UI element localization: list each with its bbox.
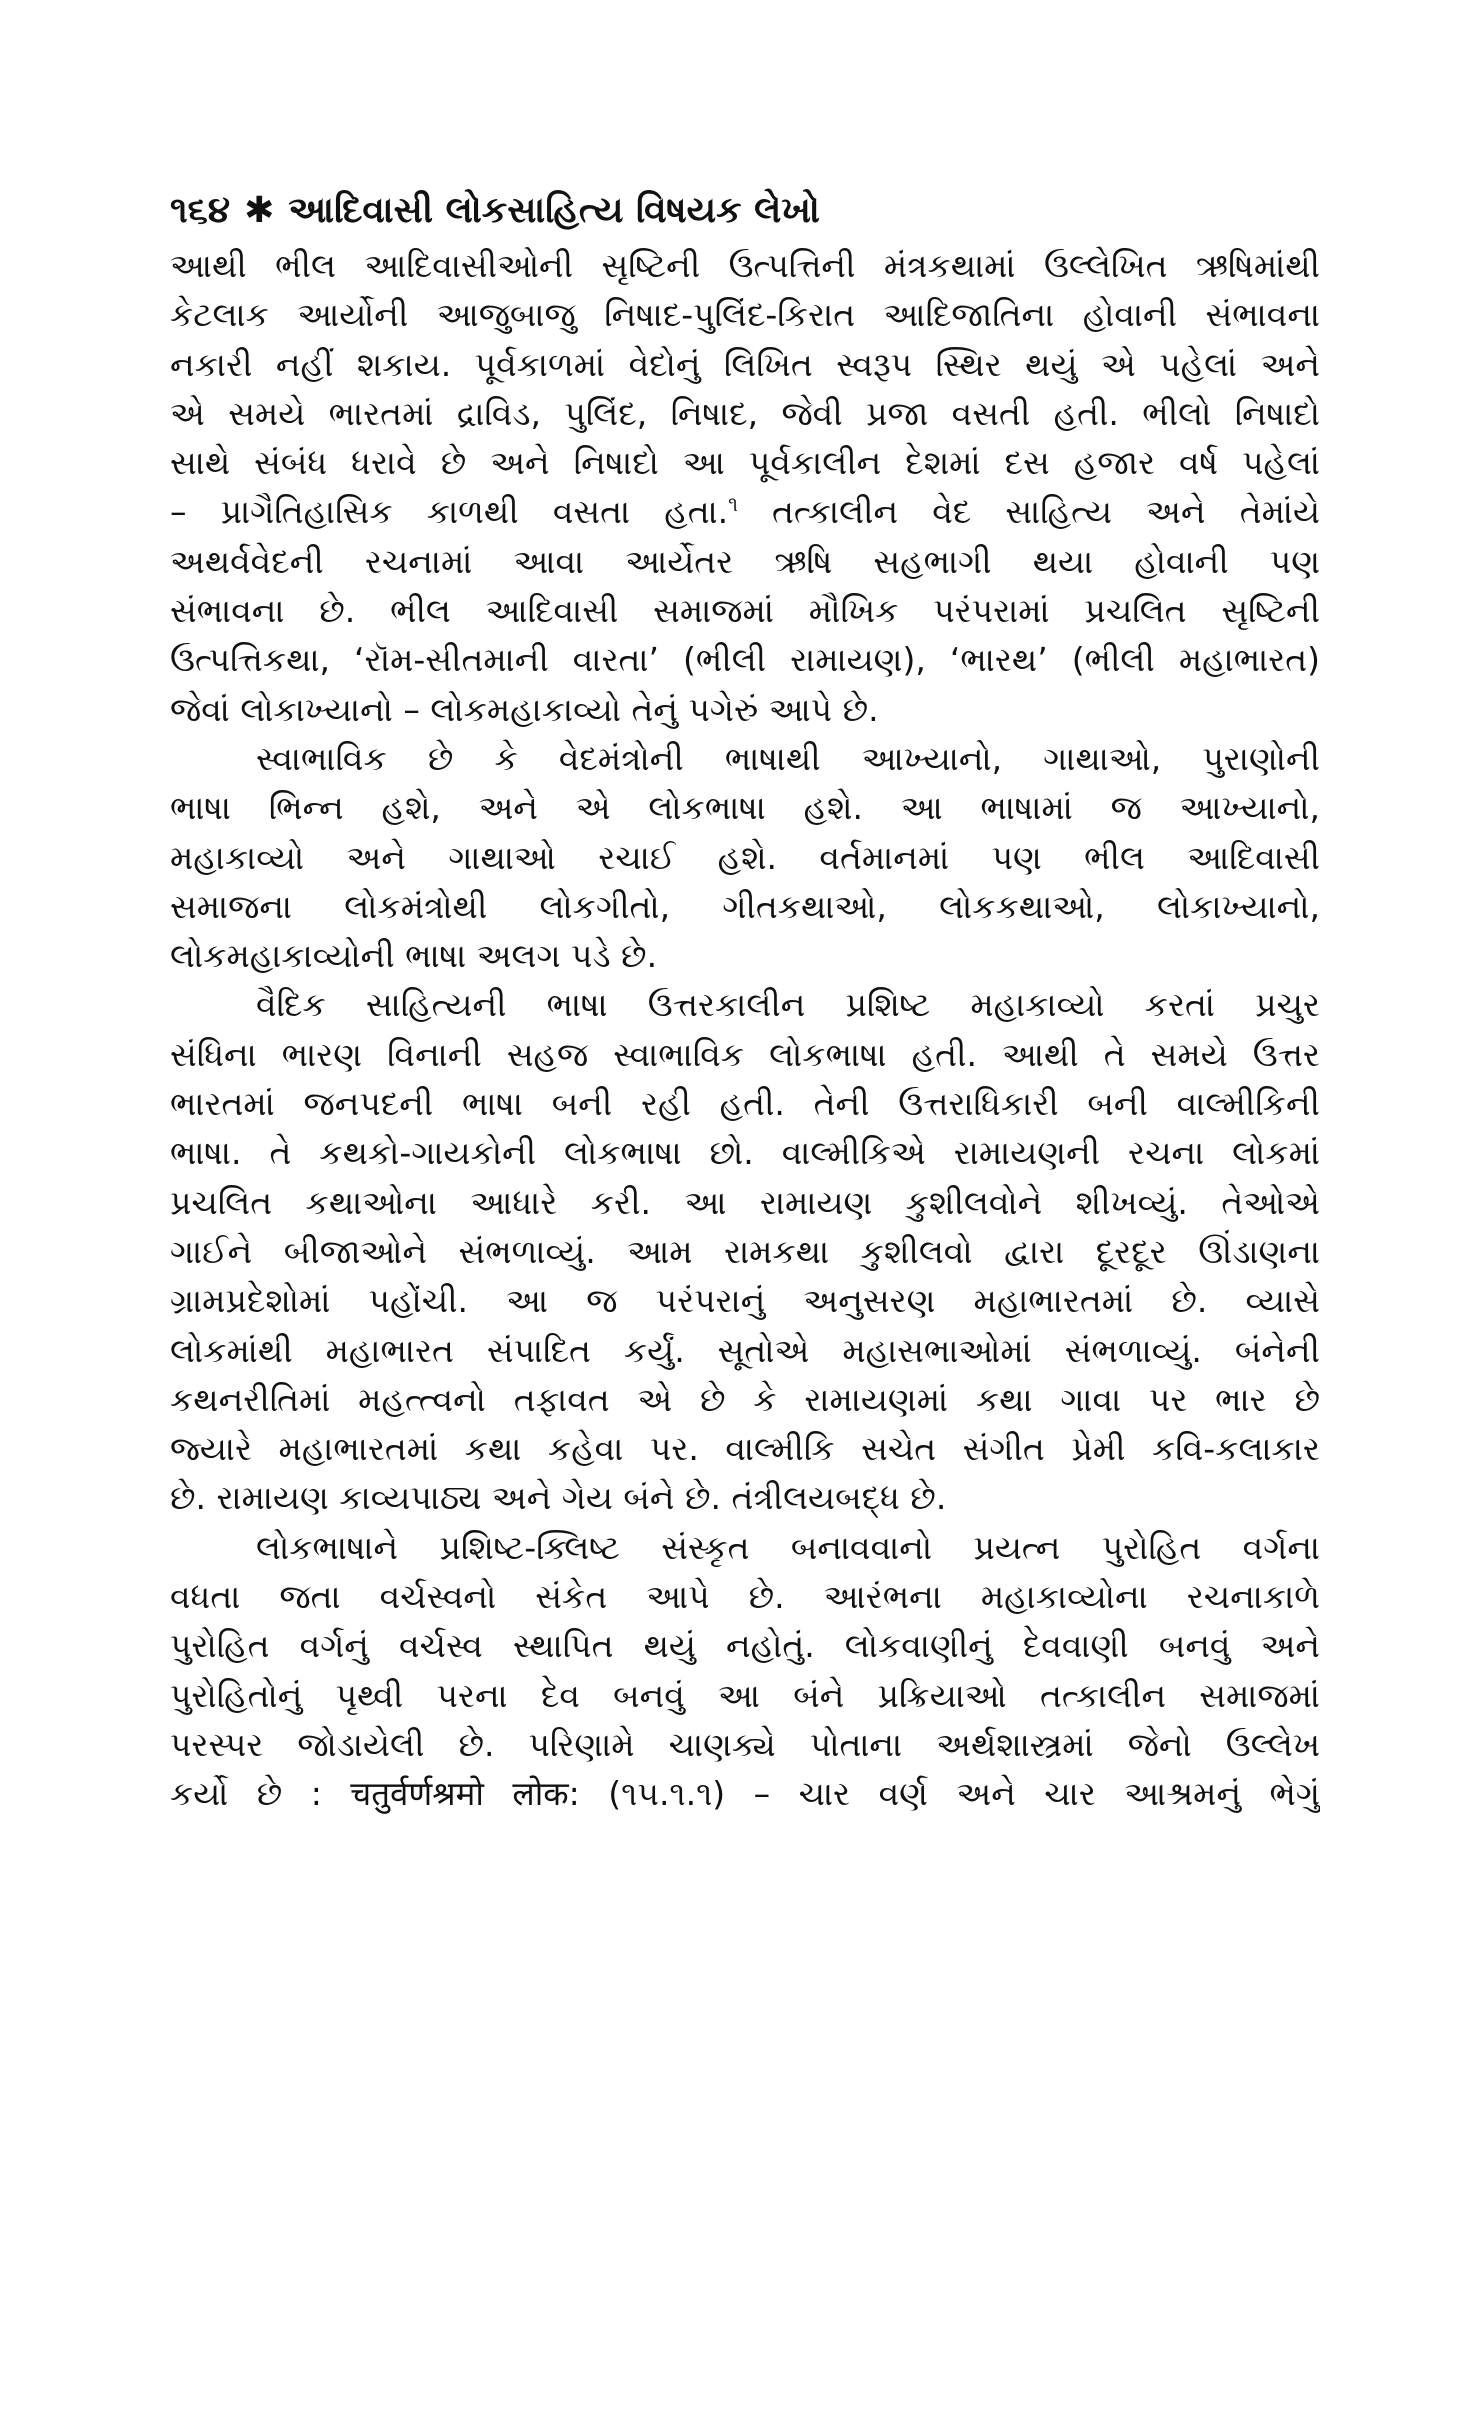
text-line: સમાજના લોકમંત્રોથી લોકગીતો, ગીતકથાઓ, લોકકથાઓ, લોકાખ્યાનો, bbox=[170, 886, 1320, 926]
text-line: અથર્વવેદની રચનામાં આવા આર્યેતર ઋષિ સહભાગી થયા હોવાની પણ bbox=[170, 541, 1320, 581]
text-line: લોકમહાકાવ્યોની ભાષા અલગ પડે છે. bbox=[170, 936, 658, 976]
text-line: પ્રચલિત કથાઓના આધારે કરી. આ રામાયણ કુશીલવોને શીખવ્યું. તેઓએ bbox=[170, 1182, 1320, 1222]
text-line: ભાષા ભિન્ન હશે, અને એ લોકભાષા હશે. આ ભાષામાં જ આખ્યાનો, bbox=[170, 788, 1320, 828]
paragraph-first-line: લોકભાષાને પ્રશિષ્ટ-ક્લિષ્ટ સંસ્કૃત બનાવવાનો પ્રયત્ન પુરોહિત વર્ગના bbox=[256, 1527, 1320, 1567]
text-line: લોકમાંથી મહાભારત સંપાદિત કર્યું. સૂતોએ મહાસભાઓમાં સંભળાવ્યું. બંનેની bbox=[170, 1330, 1320, 1370]
text-line: મહાકાવ્યો અને ગાથાઓ રચાઈ હશે. વર્તમાનમાં પણ ભીલ આદિવાસી bbox=[170, 837, 1320, 877]
paragraph-first-line: વૈદિક સાહિત્યની ભાષા ઉત્તરકાલીન પ્રશિષ્ટ મહાકાવ્યો કરતાં પ્રચુર bbox=[256, 985, 1320, 1025]
text-line: ભાષા. તે કથકો-ગાયકોની લોકભાષા છો. વાલ્મીકિએ રામાયણની રચના લોકમાં bbox=[170, 1133, 1320, 1173]
running-header bbox=[170, 185, 1320, 237]
text-segment: – પ્રાગૈતિહાસિક કાળથી વસતા હતા. bbox=[170, 492, 729, 532]
text-line: કેટલાક આર્યોની આજુબાજુ નિષાદ-પુલિંદ-કિરાત આદિજાતિના હોવાની સંભાવના bbox=[170, 295, 1320, 335]
text-line: સાથે સંબંધ ધરાવે છે અને નિષાદો આ પૂર્વકાલીન દેશમાં દસ હજાર વર્ષ પહેલાં bbox=[170, 443, 1320, 483]
text-line: કર્યો છે : चतुर्वर्णश्रमो लोक: (૧૫.૧.૧) – ચાર વર્ણ અને ચાર આશ્રમનું ભેગું bbox=[170, 1774, 1320, 1814]
text-line: જ્યારે મહાભારતમાં કથા કહેવા પર. વાલ્મીકિ સચેત સંગીત પ્રેમી કવિ-કલાકાર bbox=[170, 1429, 1320, 1469]
page-number: ૧૬૪ bbox=[170, 190, 231, 231]
text-segment: તત્કાલીન વેદ સાહિત્ય અને તેમાંયે bbox=[737, 492, 1320, 532]
text-line: ગાઈને બીજાઓને સંભળાવ્યું. આમ રામકથા કુશીલવો દ્વારા દૂરદૂર ઊંડાણના bbox=[170, 1231, 1320, 1271]
text-line-with-footnote bbox=[170, 487, 1320, 536]
text-line: ઉત્પત્તિકથા, ‘રૉમ-સીતમાની વારતા’ (ભીલી રામાયણ), ‘ભારથ’ (ભીલી મહાભારત) bbox=[170, 640, 1320, 680]
text-line: સંભાવના છે. ભીલ આદિવાસી સમાજમાં મૌખિક પરંપરામાં પ્રચલિત સૃષ્ટિની bbox=[170, 591, 1320, 631]
page-body bbox=[170, 185, 1320, 1819]
text-line: ગ્રામપ્રદેશોમાં પહોંચી. આ જ પરંપરાનું અનુસરણ મહાભારતમાં છે. વ્યાસે bbox=[170, 1281, 1320, 1321]
text-line: કથનરીતિમાં મહત્ત્વનો તફાવત એ છે કે રામાયણમાં કથા ગાવા પર ભાર છે bbox=[170, 1379, 1320, 1419]
footnote-marker: ૧ bbox=[728, 493, 738, 517]
text-line: પરસ્પર જોડાયેલી છે. પરિણામે ચાણક્યે પોતાના અર્થશાસ્ત્રમાં જેનો ઉલ્લેખ bbox=[170, 1724, 1320, 1764]
book-title: આદિવાસી લોકસાહિત્ય વિષયક લેખો bbox=[288, 190, 820, 231]
text-line: જેવાં લોકાખ્યાનો – લોકમહાકાવ્યો તેનું પગેરું આપે છે. bbox=[170, 689, 879, 729]
text-line: વધતા જતા વર્ચસ્વનો સંકેત આપે છે. આરંભના મહાકાવ્યોના રચનાકાળે bbox=[170, 1577, 1320, 1617]
separator-asterisk: ✱ bbox=[244, 190, 275, 231]
text-line: ભારતમાં જનપદની ભાષા બની રહી હતી. તેની ઉત્તરાધિકારી બની વાલ્મીકિની bbox=[170, 1084, 1320, 1124]
text-line: એ સમયે ભારતમાં દ્રાવિડ, પુલિંદ, નિષાદ, જેવી પ્રજા વસતી હતી. ભીલો નિષાદો bbox=[170, 393, 1320, 433]
text-line: પુરોહિત વર્ગનું વર્ચસ્વ સ્થાપિત થયું નહોતું. લોકવાણીનું દેવવાણી બનવું અને bbox=[170, 1626, 1320, 1666]
text-line: છે. રામાયણ કાવ્યપાઠ્ય અને ગેય બંને છે. તંત્રીલયબદ્ધ છે. bbox=[170, 1478, 947, 1518]
text-line: આથી ભીલ આદિવાસીઓની સૃષ્ટિની ઉત્પત્તિની મંત્રકથામાં ઉલ્લેખિત ઋષિમાંથી bbox=[170, 246, 1320, 285]
text-line: સંધિના ભારણ વિનાની સહજ સ્વાભાવિક લોકભાષા હતી. આથી તે સમયે ઉત્તર bbox=[170, 1034, 1320, 1074]
text-line: પુરોહિતોનું પૃથ્વી પરના દેવ બનવું આ બંને પ્રક્રિયાઓ તત્કાલીન સમાજમાં bbox=[170, 1675, 1320, 1715]
paragraph-first-line: સ્વાભાવિક છે કે વેદમંત્રોની ભાષાથી આખ્યાનો, ગાથાઓ, પુરાણોની bbox=[256, 738, 1320, 778]
text-line: નકારી નહીં શકાય. પૂર્વકાળમાં વેદોનું લિખિત સ્વરૂપ સ્થિર થયું એ પહેલાં અને bbox=[170, 344, 1320, 384]
